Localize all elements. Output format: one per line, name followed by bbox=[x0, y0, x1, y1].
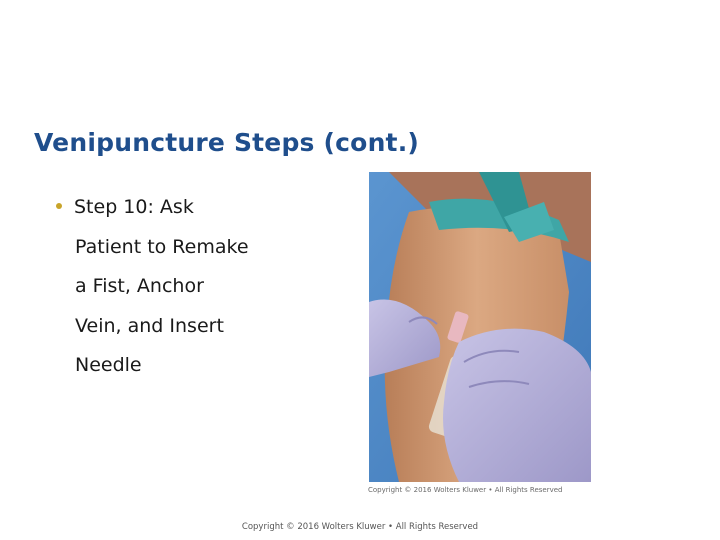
footer-copyright: Copyright © 2016 Wolters Kluwer • All Rights Reserved bbox=[241, 522, 479, 532]
bullet-text-line-5: Needle bbox=[75, 354, 142, 376]
bullet-item bbox=[56, 188, 356, 228]
bullet-text-line-4: Vein, and Insert bbox=[75, 314, 224, 337]
bullet-dot-icon bbox=[56, 203, 62, 209]
bullet-text-line-1: Step 10: Ask bbox=[74, 196, 194, 218]
bullet-text-line-3: a Fist, Anchor bbox=[75, 275, 204, 297]
venipuncture-photo bbox=[369, 172, 591, 482]
bullet-list bbox=[56, 188, 356, 386]
venipuncture-illustration bbox=[369, 172, 591, 482]
slide-title: Venipuncture Steps (cont.) bbox=[34, 128, 420, 157]
image-copyright: Copyright © 2016 Wolters Kluwer • All Rights Reserved bbox=[368, 486, 563, 494]
bullet-text-line-2: Patient to Remake bbox=[75, 235, 249, 258]
